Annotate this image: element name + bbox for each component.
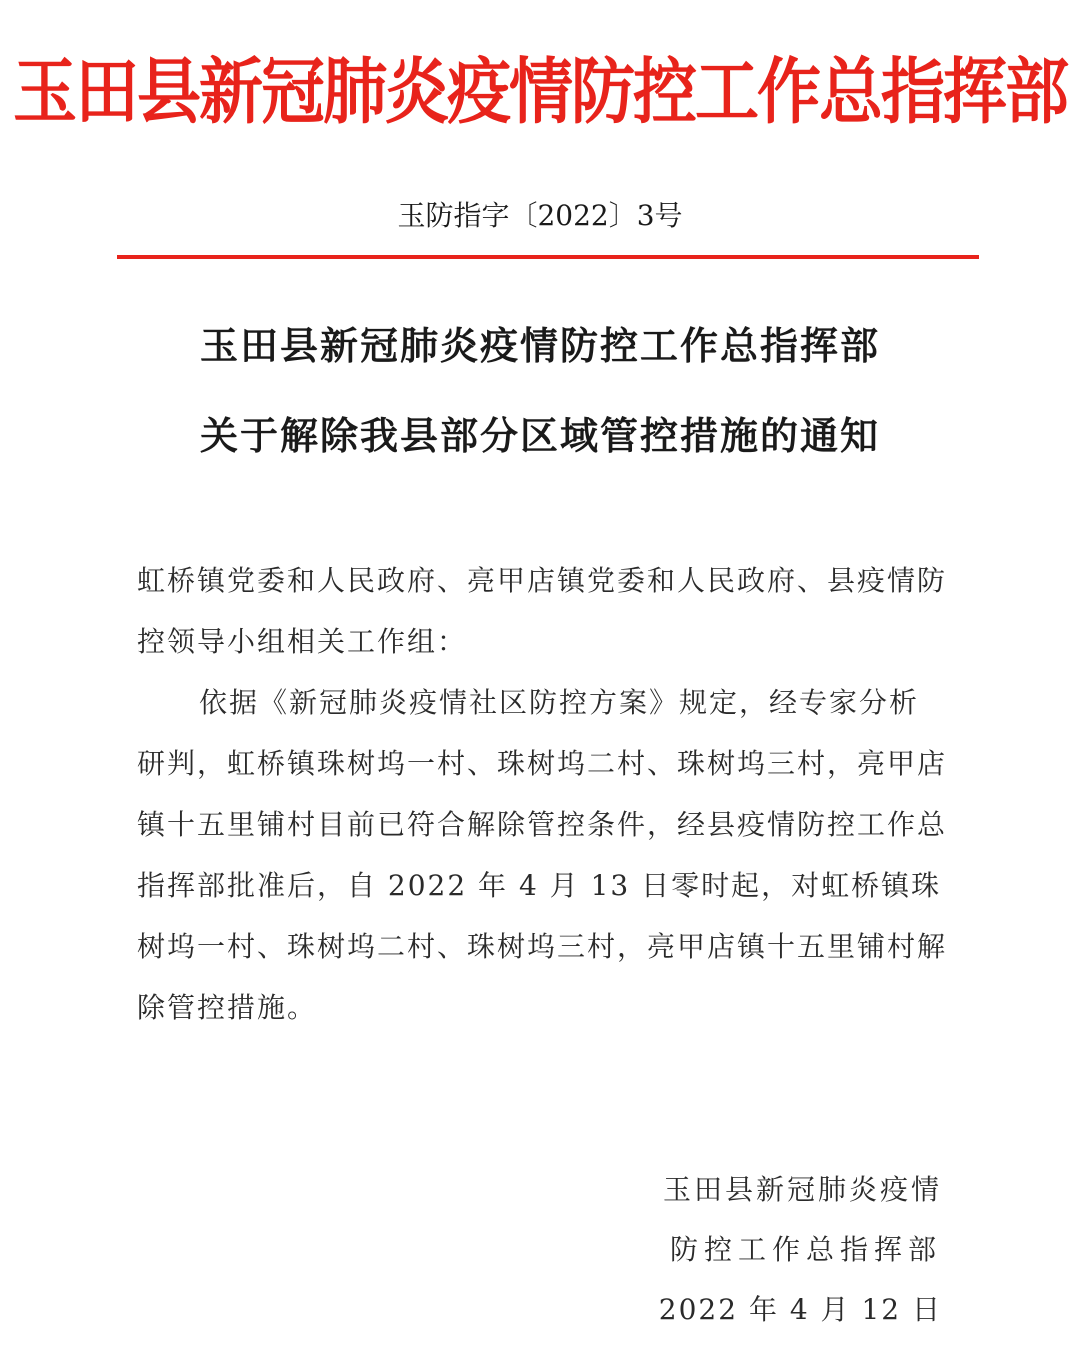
body-paragraph: 依据《新冠肺炎疫情社区防控方案》规定，经专家分析研判，虹桥镇珠树坞一村、珠树坞二村、珠树坞三村，亮甲店镇十五里铺村目前已符合解除管控条件，经县疫情防控工作总指挥部批准后，自 2022 年 4 月 13 日零时起，对虹桥镇珠树坞一村、珠树坞二村、珠树坞三村，亮甲店镇十五里铺村解除管控措施。 (137, 686, 948, 1024)
document-number: 玉防指字〔2022〕3号 (397, 199, 683, 232)
document-title-line-1: 玉田县新冠肺炎疫情防控工作总指挥部 (199, 324, 880, 368)
issuer-header: 玉田县新冠肺炎疫情防控工作总指挥部 (13, 50, 1067, 135)
signature-issuer-line-1: 玉田县新冠肺炎疫情 (662, 1173, 942, 1206)
red-divider-line (117, 255, 979, 259)
signature-issuer-line-2: 防控工作总指挥部 (669, 1233, 942, 1266)
salutation: 虹桥镇党委和人民政府、亮甲店镇党委和人民政府、县疫情防控领导小组相关工作组： (137, 564, 948, 658)
signature-date: 2022 年 4 月 12 日 (658, 1293, 942, 1326)
document-title-line-2: 关于解除我县部分区域管控措施的通知 (199, 414, 880, 458)
